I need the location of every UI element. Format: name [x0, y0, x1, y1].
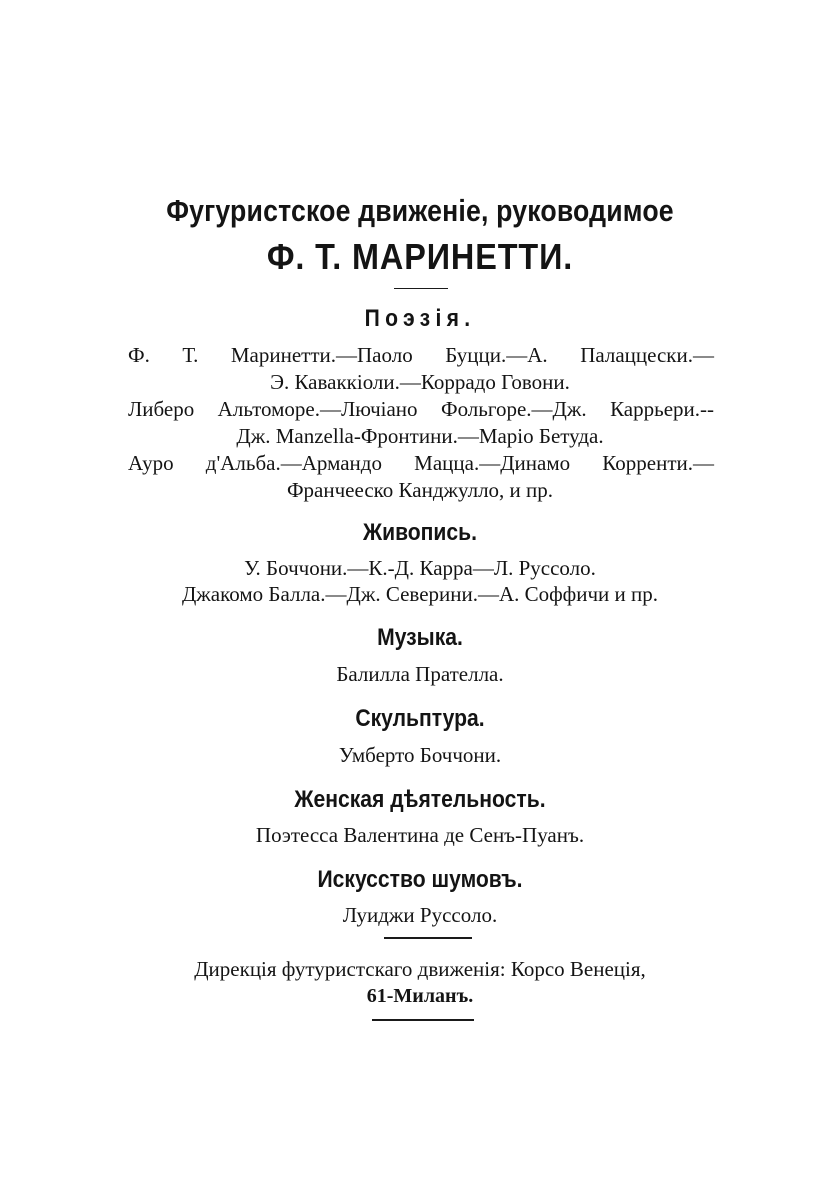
- divider-middle: [384, 937, 472, 939]
- poetry-line-1: Ф. Т. Маринетти.—Паоло Буцци.—А. Палаццески.—: [128, 343, 714, 367]
- painting-line-1: У. Боччони.—К.-Д. Карра—Л. Руссоло.: [244, 556, 596, 580]
- poetry-line-4: Дж. Manzella-Фронтини.—Маріо Бетуда.: [236, 424, 604, 448]
- section-heading-music: Музыка.: [377, 624, 463, 651]
- footer-line-2: 61-Миланъ.: [366, 985, 474, 1007]
- sculpture-line-1: Умберто Боччони.: [338, 743, 502, 767]
- section-heading-painting: Живопись.: [362, 519, 478, 546]
- title-line-1: Фугуристское движеніе, руководимое: [166, 193, 674, 228]
- section-heading-women: Женская дѣятельность.: [294, 786, 546, 813]
- footer-line-1: Дирекція футуристскаго движенія: Корсо Венеція,: [194, 957, 646, 981]
- poetry-line-3: Либеро Альтоморе.—Лючіано Фольгоре.—Дж. Каррьери.--: [128, 397, 714, 421]
- poetry-line-6: Франчееско Канджулло, и пр.: [286, 478, 554, 502]
- section-heading-sculpture: Скульптура.: [355, 705, 485, 732]
- poetry-line-5: Ауро д'Альба.—Армандо Мацца.—Динамо Корренти.—: [128, 451, 714, 475]
- title-line-2: Ф. Т. МАРИНЕТТИ.: [266, 236, 574, 277]
- divider-top: [394, 288, 448, 289]
- divider-bottom: [372, 1019, 474, 1021]
- music-line-1: Балилла Прателла.: [336, 662, 504, 686]
- painting-line-2: Джакомо Балла.—Дж. Северини.—А. Соффичи и пр.: [181, 582, 659, 606]
- poetry-line-2: Э. Каваккіоли.—Коррадо Говони.: [270, 370, 570, 394]
- women-line-1: Поэтесса Валентина де Сенъ-Пуанъ.: [255, 823, 585, 847]
- section-heading-noise: Искусство шумовъ.: [317, 866, 523, 893]
- section-heading-poetry: Поэзія.: [364, 305, 476, 332]
- noise-line-1: Луиджи Руссоло.: [342, 903, 498, 927]
